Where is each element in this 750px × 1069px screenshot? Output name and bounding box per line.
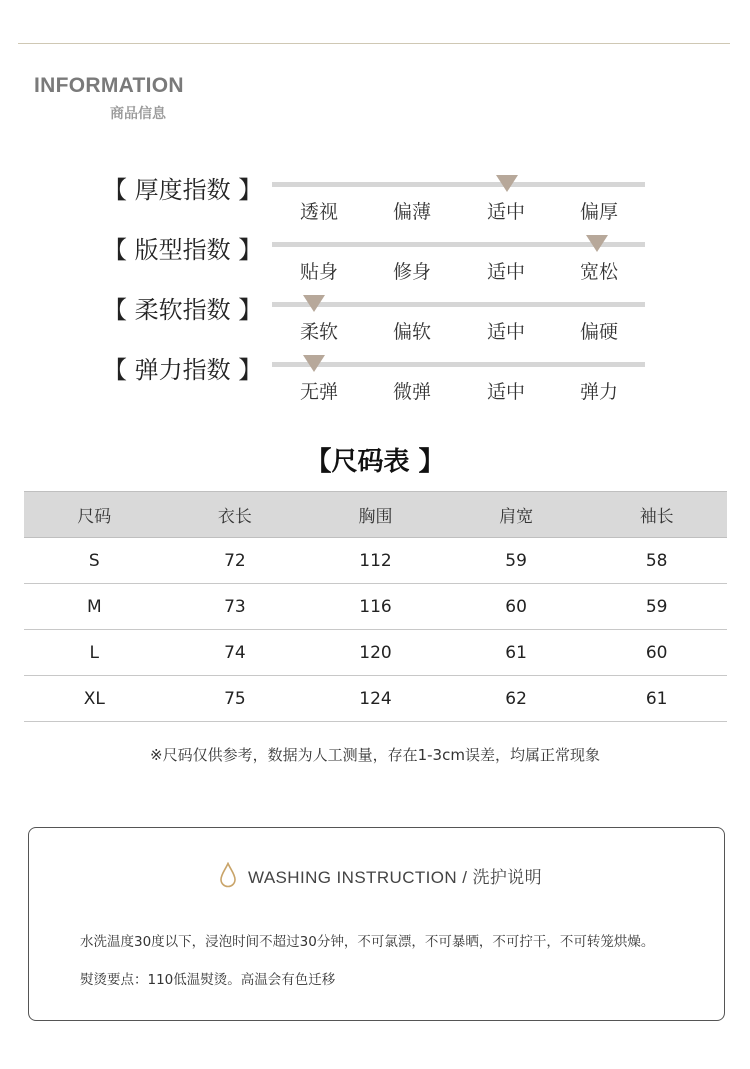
index-marker xyxy=(586,235,608,252)
table-cell: 74 xyxy=(165,630,306,676)
index-option: 柔软 xyxy=(299,321,338,343)
index-option: 偏薄 xyxy=(392,201,431,223)
index-option: 透视 xyxy=(299,201,338,223)
table-row xyxy=(24,584,727,630)
index-marker xyxy=(303,295,325,312)
table-cell: 124 xyxy=(305,676,446,722)
washing-title: WASHING INSTRUCTION / 洗护说明 xyxy=(248,867,543,887)
table-cell: M xyxy=(24,584,165,630)
index-option: 适中 xyxy=(486,381,525,403)
table-header-cell: 肩宽 xyxy=(446,492,587,538)
index-marker xyxy=(303,355,325,372)
index-option: 偏硬 xyxy=(579,321,618,343)
washing-instruction-box xyxy=(28,827,725,1021)
table-cell: 59 xyxy=(446,538,587,584)
index-option: 偏软 xyxy=(392,321,431,343)
index-label: 【 厚度指数 】 xyxy=(103,176,263,204)
index-bar xyxy=(272,362,645,367)
index-label: 【 版型指数 】 xyxy=(103,236,263,264)
index-label: 【 弹力指数 】 xyxy=(103,356,263,384)
table-cell: 73 xyxy=(165,584,306,630)
index-label: 【 柔软指数 】 xyxy=(103,296,263,324)
washing-line-ironing: 熨烫要点：110低温熨烫。高温会有色迁移 xyxy=(80,972,336,988)
washing-header xyxy=(219,862,542,888)
table-cell: 75 xyxy=(165,676,306,722)
index-row-fit xyxy=(0,230,750,290)
washing-line-temperature: 水洗温度30度以下，浸泡时间不超过30分钟，不可氯漂，不可暴晒，不可拧干，不可转笼烘燥。 xyxy=(80,934,655,950)
index-option: 适中 xyxy=(486,201,525,223)
index-option: 微弹 xyxy=(392,381,431,403)
table-cell: 62 xyxy=(446,676,587,722)
size-note: ※尺码仅供参考，数据为人工测量，存在1-3cm误差，均属正常现象 xyxy=(150,746,600,764)
index-row-softness xyxy=(0,290,750,350)
top-divider xyxy=(18,43,730,44)
index-row-thickness xyxy=(0,170,750,230)
table-header-cell: 衣长 xyxy=(165,492,306,538)
index-option: 修身 xyxy=(392,261,431,283)
table-cell: S xyxy=(24,538,165,584)
table-cell: 112 xyxy=(305,538,446,584)
size-chart-title: 【尺码表 】 xyxy=(305,447,445,477)
table-row xyxy=(24,630,727,676)
table-cell: L xyxy=(24,630,165,676)
index-marker xyxy=(496,175,518,192)
table-cell: 61 xyxy=(446,630,587,676)
table-row xyxy=(24,538,727,584)
table-header-row xyxy=(24,492,727,538)
section-title: INFORMATION xyxy=(34,74,184,97)
table-header-cell: 胸围 xyxy=(305,492,446,538)
index-option: 偏厚 xyxy=(579,201,618,223)
index-option: 适中 xyxy=(486,261,525,283)
index-option: 弹力 xyxy=(579,381,618,403)
table-header-cell: 袖长 xyxy=(586,492,727,538)
size-table xyxy=(24,491,727,722)
index-option: 贴身 xyxy=(299,261,338,283)
section-subtitle: 商品信息 xyxy=(110,106,166,122)
table-cell: 72 xyxy=(165,538,306,584)
table-cell: 59 xyxy=(586,584,727,630)
table-header-cell: 尺码 xyxy=(24,492,165,538)
table-cell: 58 xyxy=(586,538,727,584)
index-option: 宽松 xyxy=(579,261,618,283)
water-drop-icon xyxy=(219,862,237,888)
table-cell: 116 xyxy=(305,584,446,630)
table-cell: 60 xyxy=(446,584,587,630)
index-bar xyxy=(272,302,645,307)
table-cell: 61 xyxy=(586,676,727,722)
table-cell: 60 xyxy=(586,630,727,676)
table-cell: XL xyxy=(24,676,165,722)
index-bar xyxy=(272,182,645,187)
table-row xyxy=(24,676,727,722)
index-option: 适中 xyxy=(486,321,525,343)
index-row-elasticity xyxy=(0,350,750,410)
table-cell: 120 xyxy=(305,630,446,676)
index-option: 无弹 xyxy=(299,381,338,403)
